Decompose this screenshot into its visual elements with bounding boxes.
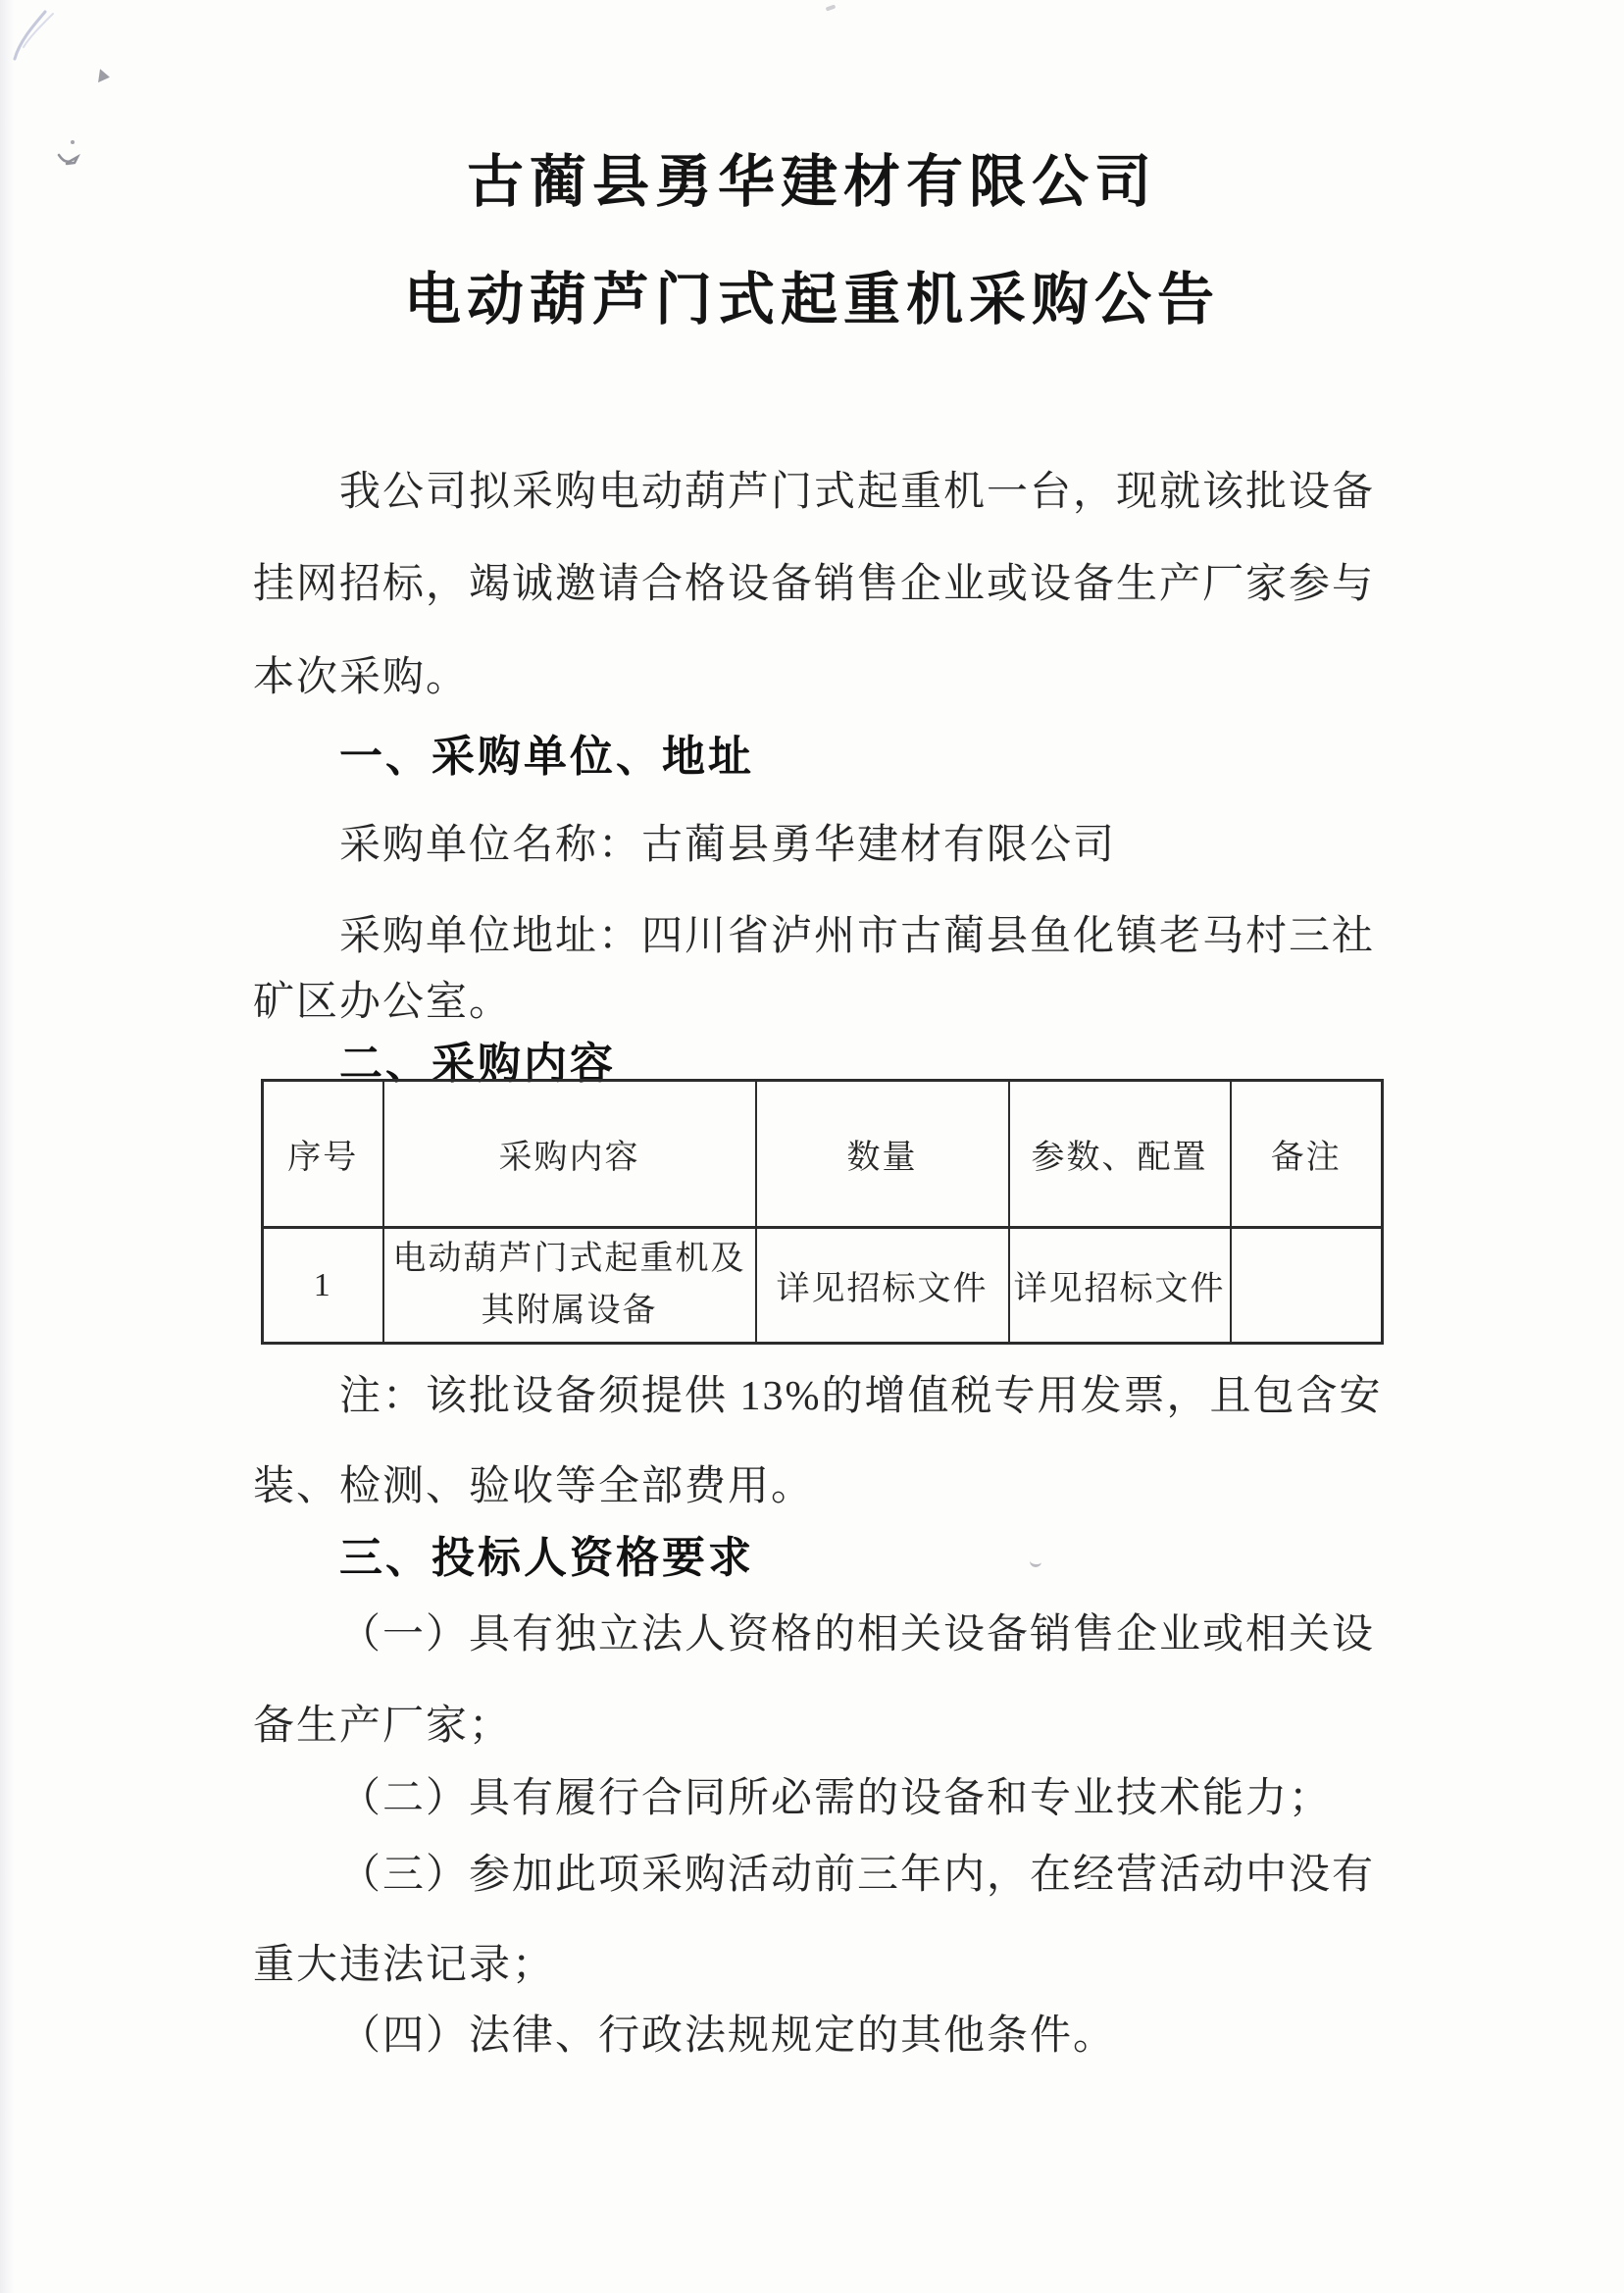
table-header-remark: 备注 [1231,1081,1383,1228]
scan-artifact-speck [98,69,111,83]
table-cell-quantity: 详见招标文件 [756,1228,1009,1344]
qualification-item-3-line-1: （三）参加此项采购活动前三年内，在经营活动中没有 [339,1853,1376,1898]
table-cell-remark [1231,1228,1383,1344]
buyer-address-line-2: 矿区办公室。 [253,980,513,1025]
table-row [263,1228,1383,1344]
section-heading-bidder-qualifications: 三、投标人资格要求 [339,1534,754,1582]
table-header-purchase-content: 采购内容 [383,1081,756,1228]
table-note-line-2: 装、检测、验收等全部费用。 [253,1464,815,1509]
intro-paragraph-line-3: 本次采购。 [253,655,470,700]
intro-paragraph-line-1: 我公司拟采购电动葫芦门式起重机一台，现就该批设备 [339,470,1376,515]
table-cell-purchase-content: 电动葫芦门式起重机及其附属设备 [383,1228,756,1344]
qualification-item-4: （四）法律、行政法规规定的其他条件。 [339,2013,1117,2059]
qualification-item-3-line-2: 重大违法记录； [253,1943,556,1988]
table-header-serial-number: 序号 [263,1081,383,1228]
section-heading-purchasing-unit: 一、采购单位、地址 [339,733,754,781]
scan-artifact-top-speck [826,4,837,11]
table-header-params-config: 参数、配置 [1009,1081,1231,1228]
table-cell-params-config: 详见招标文件 [1009,1228,1231,1344]
qualification-item-1-line-1: （一）具有独立法人资格的相关设备销售企业或相关设 [339,1612,1376,1657]
table-header-quantity: 数量 [756,1081,1009,1228]
qualification-item-2: （二）具有履行合同所必需的设备和专业技术能力； [339,1776,1333,1821]
buyer-name-line: 采购单位名称：古蔺县勇华建材有限公司 [339,823,1117,868]
table-header-row [263,1081,1383,1228]
purchase-content-table [261,1079,1384,1345]
scan-artifact-corner-curve [8,8,67,71]
document-title-announcement-line: 电动葫芦门式起重机采购公告 [403,268,1220,331]
intro-paragraph-line-2: 挂网招标，竭诚邀请合格设备销售企业或设备生产厂家参与 [253,562,1376,607]
document-title-company-line: 古蔺县勇华建材有限公司 [466,150,1157,214]
qualification-item-1-line-2: 备生产厂家； [253,1704,513,1749]
buyer-address-line-1: 采购单位地址：四川省泸州市古蔺县鱼化镇老马村三社 [339,914,1376,959]
table-note-line-1: 注：该批设备须提供 13%的增值税专用发票，且包含安 [339,1374,1383,1419]
table-cell-serial-number: 1 [263,1228,383,1344]
section-heading-purchase-content: 二、采购内容 [339,1040,616,1088]
